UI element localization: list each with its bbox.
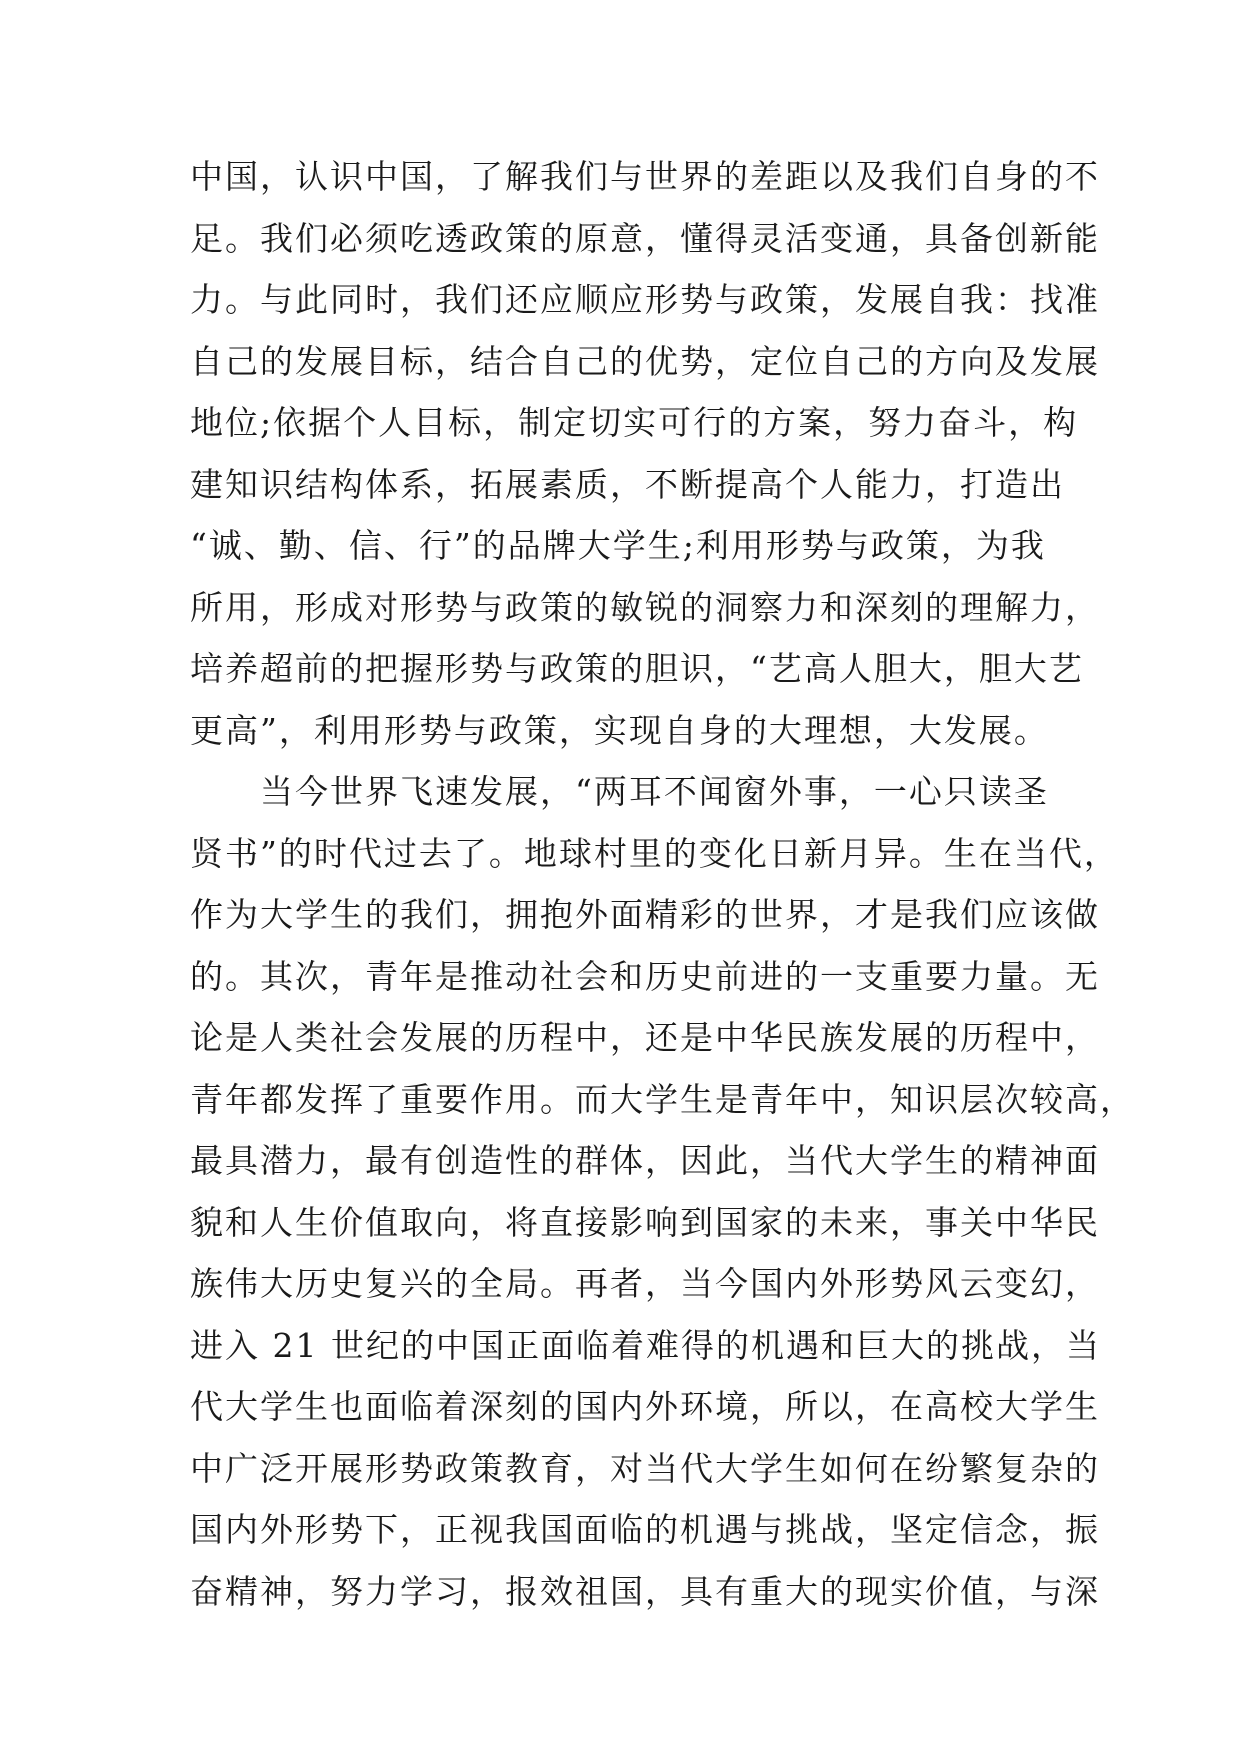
text-line: 族伟大历史复兴的全局。再者，当今国内外形势风云变幻， — [190, 1264, 1100, 1303]
text-line: “诚、勤、信、行”的品牌大学生;利用形势与政策，为我 — [190, 526, 1046, 565]
text-line: 中广泛开展形势政策教育，对当代大学生如何在纷繁复杂的 — [190, 1448, 1100, 1488]
text-line: 自己的发展目标，结合自己的优势，定位自己的方向及发展 — [190, 341, 1100, 381]
text-line: 所用，形成对形势与政策的敏锐的洞察力和深刻的理解力， — [190, 587, 1100, 627]
text-line: 奋精神，努力学习，报效祖国，具有重大的现实价值，与深 — [190, 1571, 1100, 1611]
text-line: 最具潜力，最有创造性的群体，因此，当代大学生的精神面 — [190, 1141, 1100, 1180]
text-line: 作为大学生的我们，拥抱外面精彩的世界，才是我们应该做 — [190, 895, 1100, 934]
text-line: 更高”，利用形势与政策，实现自身的大理想，大发展。 — [190, 710, 1049, 750]
text-line: 中国，认识中国，了解我们与世界的差距以及我们自身的不 — [190, 157, 1100, 196]
text-line: 代大学生也面临着深刻的国内外环境，所以，在高校大学生 — [190, 1387, 1100, 1426]
text-line: 论是人类社会发展的历程中，还是中华民族发展的历程中， — [190, 1018, 1100, 1057]
text-line: 的。其次，青年是推动社会和历史前进的一支重要力量。无 — [190, 956, 1100, 996]
text-line: 培养超前的把握形势与政策的胆识，“艺高人胆大，胆大艺 — [190, 649, 1084, 688]
document-body — [190, 146, 1135, 1622]
text-line: 青年都发挥了重要作用。而大学生是青年中，知识层次较高， — [190, 1079, 1135, 1119]
text-line: 建知识结构体系，拓展素质，不断提高个人能力，打造出 — [190, 464, 1065, 504]
text-line: 贤书”的时代过去了。地球村里的变化日新月异。生在当代， — [190, 833, 1119, 873]
text-line: 足。我们必须吃透政策的原意，懂得灵活变通，具备创新能 — [190, 218, 1100, 258]
text-line: 力。与此同时，我们还应顺应形势与政策，发展自我：找准 — [190, 280, 1100, 319]
text-line: 国内外形势下，正视我国面临的机遇与挑战，坚定信念，振 — [190, 1510, 1100, 1549]
paragraph-1 — [190, 146, 1100, 761]
text-line: 地位;依据个人目标，制定切实可行的方案，努力奋斗，构 — [190, 403, 1079, 442]
text-line: 当今世界飞速发展，“两耳不闻窗外事，一心只读圣 — [260, 772, 1049, 811]
text-line: 进入 21 世纪的中国正面临着难得的机遇和巨大的挑战，当 — [190, 1325, 1101, 1365]
text-line: 貌和人生价值取向，将直接影响到国家的未来，事关中华民 — [190, 1202, 1100, 1242]
paragraph-2 — [190, 761, 1135, 1622]
